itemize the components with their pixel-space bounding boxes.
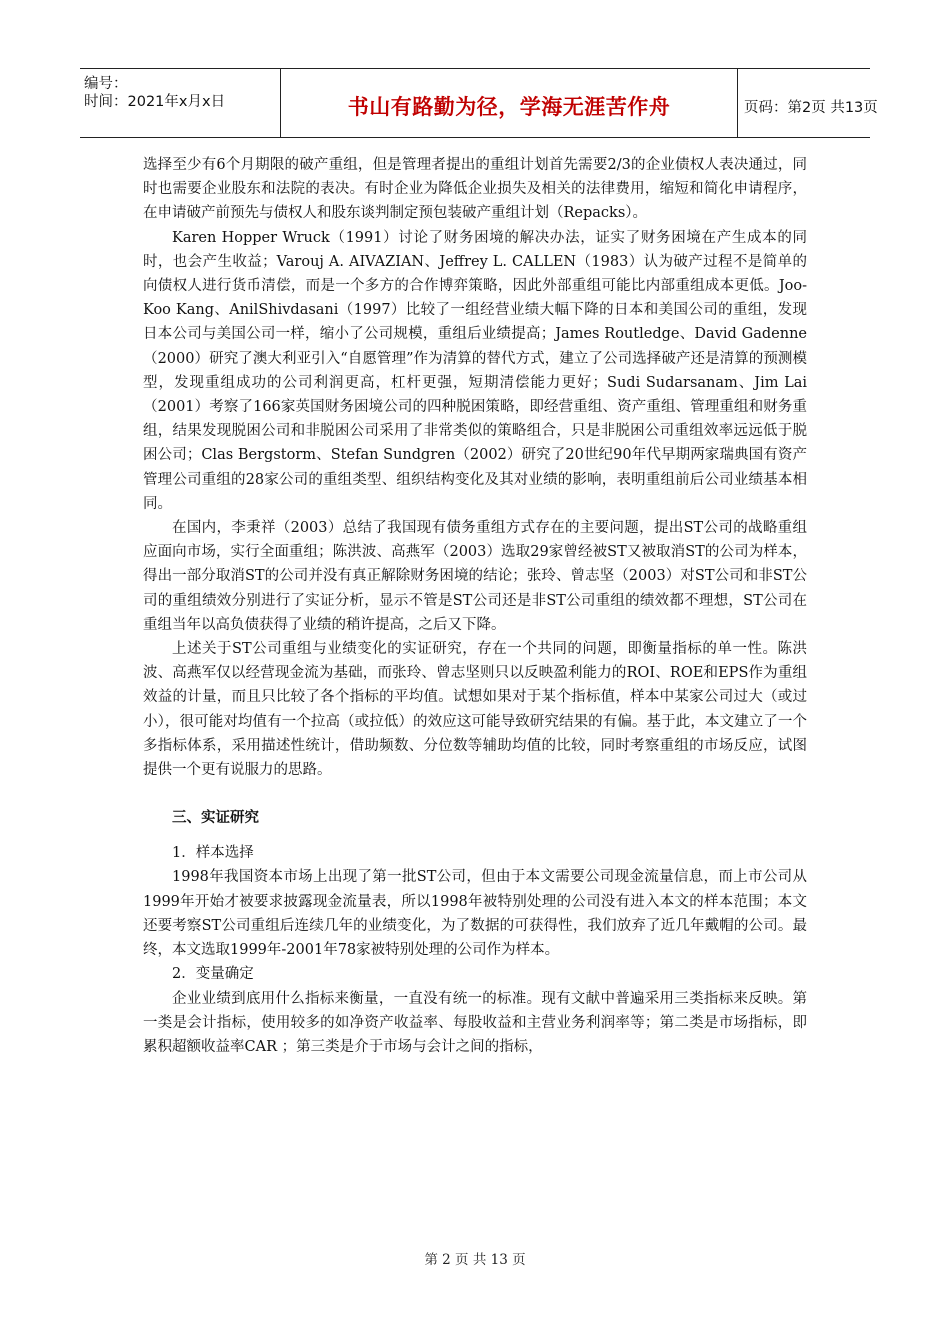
- subheading-sample-selection: 1．样本选择: [172, 845, 254, 862]
- page-footer: 第 2 页 共 13 页: [424, 1252, 526, 1268]
- header-page-info: 页码：第2页 共13页: [744, 100, 878, 116]
- page-header: [80, 68, 878, 138]
- subheading-variables: 2．变量确定: [172, 966, 254, 983]
- document-body: [143, 153, 807, 1059]
- header-page-cell: [736, 69, 878, 137]
- header-time-label: 时间：2021年x月x日: [84, 94, 226, 110]
- paragraph-continued: 选择至少有6个月期限的破产重组，但是管理者提出的重组计划首先需要2/3的企业债权人表决通过，同时也需要企业股东和法院的表决。有时企业为降低企业损失及相关的法律费用，缩短和简化申请程序，在申请破产前预先与债权人和股东谈判制定预包装破产重组计划（Repacks）。: [143, 157, 807, 222]
- paragraph-foreign-literature: Karen Hopper Wruck（1991）讨论了财务困境的解决办法，证实了财务困境在产生成本的同时，也会产生收益；Varouj A. AIVAZIAN、Jeffrey L. CALLEN（1983）认为破产过程不是简单的向债权人进行货币清偿，而是一个多方的合作博弈策略，因此外部重组可能比内部重组成本更低。Joo-Koo Kang、AnilShivdasani（1997）比较了一组经营业绩大幅下降的日本和美国公司的重组，发现日本公司与美国公司一样，缩小了公司规模，重组后业绩提高；James Routledge、David Gadenne（2000）研究了澳大利亚引入“自愿管理”作为清算的替代方式，建立了公司选择破产还是清算的预测模型，发现重组成功的公司利润更高，杠杆更强，短期清偿能力更好；Sudi Sudarsanam、Jim Lai（2001）考察了166家英国财务困境公司的四种脱困策略，即经营重组、资产重组、管理重组和财务重组，结果发现脱困公司和非脱困公司采用了非常类似的策略组合，只是非脱困公司重组效率远远低于脱困公司；Clas Bergstorm、Stefan Sundgren（2002）研究了20世纪90年代早期两家瑞典国有资产管理公司重组的28家公司的重组类型、组织结构变化及其对业绩的影响，表明重组前后公司业绩基本相同。: [143, 229, 807, 512]
- section-heading: 三、实证研究: [172, 810, 259, 827]
- paragraph-variables: 企业业绩到底用什么指标来衡量，一直没有统一的标准。现有文献中普遍采用三类指标来反映。第一类是会计指标，使用较多的如净资产收益率、每股收益和主营业务利润率等；第二类是市场指标，即累积超额收益率CAR ；第三类是介于市场与会计之间的指标，: [143, 990, 807, 1055]
- header-motto: 书山有路勤为径，学海无涯苦作舟: [347, 95, 671, 119]
- header-number-label: 编号：: [84, 76, 128, 92]
- paragraph-sample-selection: 1998年我国资本市场上出现了第一批ST公司，但由于本文需要公司现金流量信息，而上市公司从1999年开始才被要求披露现金流量表，所以1998年被特别处理的公司没有进入本文的样本范围；本文还要考察ST公司重组后连续几年的业绩变化，为了数据的可获得性，我们放弃了近几年戴帽的公司。最终，本文选取1999年-2001年78家被特别处理的公司作为样本。: [143, 869, 807, 959]
- header-meta: [80, 69, 280, 137]
- header-motto-cell: [280, 69, 738, 137]
- paragraph-domestic-literature: 在国内，李秉祥（2003）总结了我国现有债务重组方式存在的主要问题，提出ST公司的战略重组应面向市场，实行全面重组；陈洪波、高燕军（2003）选取29家曾经被ST又被取消ST的公司为样本，得出一部分取消ST的公司并没有真正解除财务困境的结论；张玲、曾志坚（2003）对ST公司和非ST公司的重组绩效分别进行了实证分析，显示不管是ST公司还是非ST公司重组的绩效都不理想，ST公司在重组当年以高负债获得了业绩的稍许提高，之后又下降。: [143, 520, 807, 633]
- paragraph-research-gap: 上述关于ST公司重组与业绩变化的实证研究，存在一个共同的问题，即衡量指标的单一性。陈洪波、高燕军仅以经营现金流为基础，而张玲、曾志坚则只以反映盈利能力的ROI、ROE和EPS作为重组效益的计量，而且只比较了各个指标的平均值。试想如果对于某个指标值，样本中某家公司过大（或过小），很可能对均值有一个拉高（或拉低）的效应这可能导致研究结果的有偏。基于此，本文建立了一个多指标体系，采用描述性统计，借助频数、分位数等辅助均值的比较，同时考察重组的市场反应，试图提供一个更有说服力的思路。: [143, 641, 807, 779]
